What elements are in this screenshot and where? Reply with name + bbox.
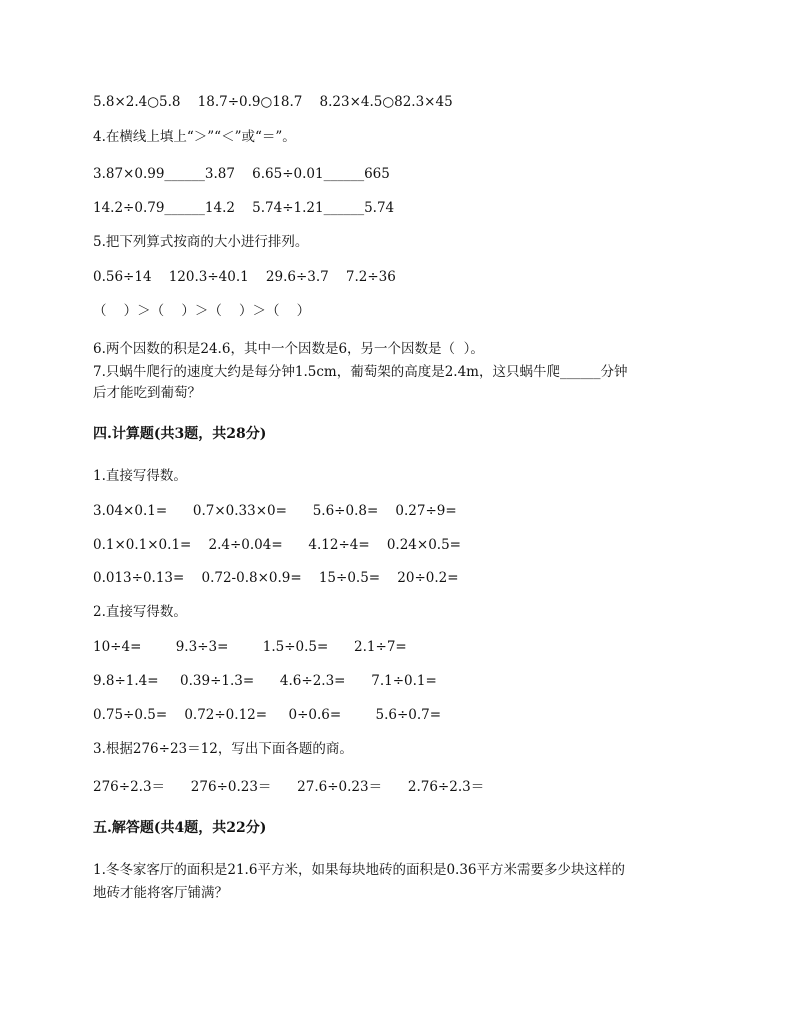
question-7-line-1: 7.只蜗牛爬行的速度大约是每分钟1.5cm，葡萄架的高度是2.4m，这只蜗牛爬______分钟 <box>93 364 628 380</box>
calc-1-row-1: 3.04×0.1= 0.7×0.33×0= 5.6÷0.8= 0.27÷9= <box>93 503 457 519</box>
calc-3-row: 276÷2.3＝ 276÷0.23＝ 27.6÷0.23＝ 2.76÷2.3＝ <box>93 779 485 795</box>
calc-1-row-3: 0.013÷0.13= 0.72-0.8×0.9= 15÷0.5= 20÷0.2= <box>93 570 459 586</box>
question-5-expressions: 0.56÷14 120.3÷40.1 29.6÷3.7 7.2÷36 <box>93 269 396 285</box>
calc-2-row-1: 10÷4= 9.3÷3= 1.5÷0.5= 2.1÷7= <box>93 639 407 655</box>
question-6: 6.两个因数的积是24.6，其中一个因数是6，另一个因数是（ ）。 <box>93 341 484 357</box>
calc-2-row-2: 9.8÷1.4= 0.39÷1.3= 4.6÷2.3= 7.1÷0.1= <box>93 673 437 689</box>
answer-1-line-1: 1.冬冬家客厅的面积是21.6平方米，如果每块地砖的面积是0.36平方米需要多少块这样的 <box>93 862 625 878</box>
question-7-line-2: 后才能吃到葡萄？ <box>93 385 201 401</box>
question-4-row-1: 3.87×0.99______3.87 6.65÷0.01______665 <box>93 166 390 182</box>
section-5-heading: 五.解答题(共4题，共22分) <box>93 820 267 836</box>
question-4-prompt: 4.在横线上填上“＞”“＜”或“＝”。 <box>93 129 296 145</box>
answer-1-line-2: 地砖才能将客厅铺满？ <box>93 885 228 901</box>
comparison-line: 5.8×2.4○5.8 18.7÷0.9○18.7 8.23×4.5○82.3×45 <box>93 94 453 110</box>
question-5-prompt: 5.把下列算式按商的大小进行排列。 <box>93 234 309 250</box>
calc-2-row-3: 0.75÷0.5= 0.72÷0.12= 0÷0.6= 5.6÷0.7= <box>93 707 442 723</box>
question-4-row-2: 14.2÷0.79______14.2 5.74÷1.21______5.74 <box>93 200 395 216</box>
section-4-heading: 四.计算题(共3题，共28分) <box>93 426 267 442</box>
question-5-order-blanks: （ ）＞（ ）＞（ ）＞（ ） <box>93 303 311 319</box>
calc-2-prompt: 2.直接写得数。 <box>93 604 187 620</box>
calc-1-row-2: 0.1×0.1×0.1= 2.4÷0.04= 4.12÷4= 0.24×0.5= <box>93 537 461 553</box>
calc-1-prompt: 1.直接写得数。 <box>93 468 187 484</box>
calc-3-prompt: 3.根据276÷23＝12，写出下面各题的商。 <box>93 741 353 757</box>
